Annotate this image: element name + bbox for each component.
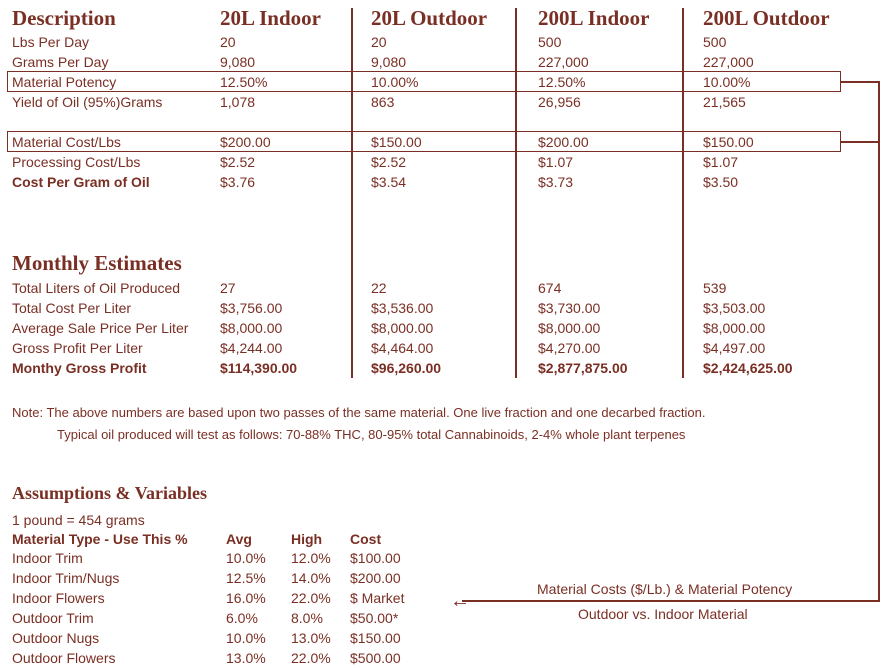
cost-value: $500.00 [350, 650, 401, 666]
cost-value: $150.00 [350, 630, 401, 646]
column-header: High [291, 531, 323, 547]
row-label: Processing Cost/Lbs [12, 154, 141, 170]
cell-value: $8,000.00 [371, 320, 434, 336]
cell-value: 12.50% [220, 74, 268, 90]
avg-value: 10.0% [226, 630, 266, 646]
header-200l-outdoor: 200L Outdoor [703, 6, 830, 30]
cell-value: $3.76 [220, 174, 256, 190]
connector-line [878, 81, 880, 602]
cell-value: 10.00% [703, 74, 751, 90]
cell-value: 9,080 [220, 54, 256, 70]
high-value: 13.0% [291, 630, 331, 646]
material-type: Indoor Trim/Nugs [12, 570, 120, 586]
cell-value: 500 [538, 34, 562, 50]
avg-value: 13.0% [226, 650, 266, 666]
arrow-left-icon: ← [450, 590, 470, 612]
column-divider [682, 8, 684, 378]
high-value: 22.0% [291, 590, 331, 606]
avg-value: 16.0% [226, 590, 266, 606]
cell-value: $1.07 [703, 154, 739, 170]
cell-value: $4,464.00 [371, 340, 434, 356]
cell-value: $200.00 [538, 134, 589, 150]
column-header: Avg [226, 531, 252, 547]
connector-line [841, 141, 879, 143]
material-type: Indoor Flowers [12, 590, 105, 606]
avg-value: 6.0% [226, 610, 258, 626]
callout-line-1: Material Costs ($/Lb.) & Material Potency [537, 581, 793, 597]
header-200l-indoor: 200L Indoor [538, 6, 650, 30]
material-type: Outdoor Trim [12, 610, 94, 626]
row-label: Average Sale Price Per Liter [12, 320, 189, 336]
connector-line [462, 600, 880, 602]
row-label: Cost Per Gram of Oil [12, 174, 150, 190]
cell-value: 22 [371, 280, 387, 296]
note-line-1: Note: The above numbers are based upon two passes of the same material. One live fraction and one decarbed fraction. [12, 405, 706, 420]
high-value: 22.0% [291, 650, 331, 666]
material-type: Outdoor Flowers [12, 650, 116, 666]
column-header: Cost [350, 531, 382, 547]
cell-value: 1,078 [220, 94, 256, 110]
cell-value: $2.52 [371, 154, 407, 170]
cell-value: $2,424,625.00 [703, 360, 793, 376]
high-value: 14.0% [291, 570, 331, 586]
cell-value: $1.07 [538, 154, 574, 170]
column-divider [351, 8, 353, 378]
cell-value: $4,270.00 [538, 340, 601, 356]
cell-value: $3,730.00 [538, 300, 601, 316]
row-label: Material Potency [12, 74, 117, 90]
cell-value: $2.52 [220, 154, 256, 170]
avg-value: 10.0% [226, 550, 266, 566]
cell-value: $3.50 [703, 174, 739, 190]
cost-value: $100.00 [350, 550, 401, 566]
cell-value: $8,000.00 [538, 320, 601, 336]
conversion-text: 1 pound = 454 grams [12, 512, 145, 528]
header-20l-outdoor: 20L Outdoor [371, 6, 488, 30]
row-label: Yield of Oil (95%)Grams [12, 94, 163, 110]
cell-value: 674 [538, 280, 562, 296]
row-label: Total Liters of Oil Produced [12, 280, 181, 296]
cost-value: $50.00* [350, 610, 399, 626]
high-value: 8.0% [291, 610, 323, 626]
high-value: 12.0% [291, 550, 331, 566]
cost-value: $ Market [350, 590, 405, 606]
cell-value: $150.00 [703, 134, 754, 150]
row-label: Lbs Per Day [12, 34, 90, 50]
cell-value: 20 [220, 34, 236, 50]
header-description: Description [12, 6, 116, 30]
callout-line-2: Outdoor vs. Indoor Material [578, 606, 748, 622]
cell-value: 26,956 [538, 94, 581, 110]
avg-value: 12.5% [226, 570, 266, 586]
cell-value: 227,000 [703, 54, 754, 70]
cell-value: $8,000.00 [703, 320, 766, 336]
cell-value: $3.54 [371, 174, 407, 190]
cell-value: 863 [371, 94, 395, 110]
cell-value: $96,260.00 [371, 360, 442, 376]
connector-line [841, 81, 879, 83]
cell-value: 27 [220, 280, 236, 296]
column-divider [515, 8, 517, 378]
cell-value: $2,877,875.00 [538, 360, 628, 376]
cell-value: $4,497.00 [703, 340, 766, 356]
cell-value: 227,000 [538, 54, 589, 70]
row-label: Gross Profit Per Liter [12, 340, 143, 356]
cell-value: $150.00 [371, 134, 422, 150]
cell-value: 10.00% [371, 74, 419, 90]
cell-value: $200.00 [220, 134, 271, 150]
cost-value: $200.00 [350, 570, 401, 586]
cell-value: $114,390.00 [220, 360, 298, 376]
cell-value: 12.50% [538, 74, 586, 90]
cell-value: 21,565 [703, 94, 746, 110]
material-type: Outdoor Nugs [12, 630, 100, 646]
cell-value: $3.73 [538, 174, 574, 190]
section-title-monthly-estimates: Monthly Estimates [12, 251, 182, 275]
cell-value: $3,503.00 [703, 300, 766, 316]
cell-value: 500 [703, 34, 727, 50]
cell-value: 20 [371, 34, 387, 50]
row-label: Monthy Gross Profit [12, 360, 147, 376]
row-label: Grams Per Day [12, 54, 109, 70]
cell-value: $3,536.00 [371, 300, 434, 316]
section-title-assumptions: Assumptions & Variables [12, 483, 208, 503]
cell-value: 539 [703, 280, 727, 296]
cell-value: $4,244.00 [220, 340, 283, 356]
row-label: Material Cost/Lbs [12, 134, 121, 150]
note-line-2: Typical oil produced will test as follows: 70-88% THC, 80-95% total Cannabinoids, 2-4% whole plant terpenes [57, 427, 686, 442]
header-20l-indoor: 20L Indoor [220, 6, 321, 30]
material-type: Indoor Trim [12, 550, 83, 566]
cell-value: 9,080 [371, 54, 407, 70]
cell-value: $3,756.00 [220, 300, 283, 316]
cell-value: $8,000.00 [220, 320, 283, 336]
column-header: Material Type - Use This % [12, 531, 188, 547]
row-label: Total Cost Per Liter [12, 300, 132, 316]
